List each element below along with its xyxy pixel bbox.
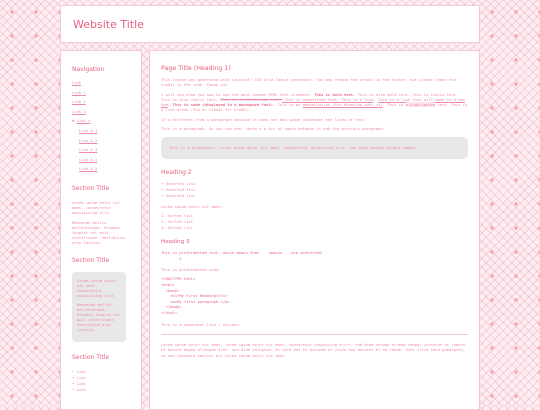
nav-link[interactable]: Link 4 xyxy=(76,118,91,124)
text-span: This is also bold text. This is italic text. This is also italic text. xyxy=(161,91,459,102)
text-span: This is an xyxy=(275,102,303,108)
text-link[interactable]: This is underlined text. xyxy=(282,96,342,102)
site-header xyxy=(60,5,480,43)
nav-link[interactable]: Link xyxy=(72,80,82,85)
section-text: Lorem ipsum dolor sit amet, consectetur adipisicing elit. xyxy=(77,278,116,299)
paragraph: This is a paragraph. As you can see, there's a bit of space between it and the previous paragraph. xyxy=(161,126,386,132)
text-span: text. This is a line break (the br stands for break): xyxy=(161,102,468,113)
sidebar-box xyxy=(72,272,126,342)
main-content xyxy=(149,50,480,410)
text-span: I will now show you how to use the most common HTML text elements: xyxy=(161,91,315,97)
nav-sublink[interactable]: Link 4.1 xyxy=(79,127,98,133)
text-span: This is bold text. xyxy=(314,91,356,97)
nav-link[interactable]: Link 3 xyxy=(72,108,86,114)
page-wrapper xyxy=(60,5,480,405)
section-text: Lorem ipsum dolor sit amet, consectetur adipisicing elit. xyxy=(72,200,121,216)
section-link[interactable]: • Link xyxy=(72,369,86,375)
text-span: This is code (displayed in a monospace font). xyxy=(172,102,276,108)
text-link[interactable]: This is a link xyxy=(341,96,374,102)
paragraph: This is a separator line / divider: xyxy=(161,321,242,327)
preformatted-text: This is preformatted text, which means that spaces are preserved: X xyxy=(161,249,324,261)
nav-list xyxy=(72,81,133,171)
divider xyxy=(161,334,468,335)
sorted-list xyxy=(161,213,468,231)
sidebar xyxy=(60,50,142,410)
text-span: . xyxy=(167,102,173,108)
section-text: Maecenas mollis pellentesque. Vivamus feugiat vel quis scelerisque. Vestibulum eros lacinia. xyxy=(72,220,125,246)
nav-sublink[interactable]: Link 4.2 xyxy=(79,137,98,143)
section-link[interactable]: • Link xyxy=(72,375,86,381)
list-item: 2. Sorted list xyxy=(161,218,194,224)
paragraph: This is preformatted code: xyxy=(161,267,221,273)
nav-expander[interactable] xyxy=(72,119,133,123)
text-span: . This is xyxy=(382,102,406,108)
nav-sublink[interactable]: Link 4.5 xyxy=(79,166,98,172)
heading-2: Heading 2 xyxy=(161,168,192,176)
paragraph: Lorem ipsum dolor sit amet: xyxy=(161,203,223,209)
section-links xyxy=(72,369,133,392)
section-title: Section Title xyxy=(72,185,110,193)
rich-text-paragraph xyxy=(161,92,468,113)
section-link[interactable]: • Link xyxy=(72,386,86,392)
nav-sublink[interactable]: Link 4.3 xyxy=(79,147,98,153)
page-title: Page Title (Heading 1) xyxy=(161,65,231,72)
paragraph: It's different from a paragraph because it does not add space inbetween the lines of text. xyxy=(161,116,367,122)
text-span: . xyxy=(373,96,379,102)
code-block: <!DOCTYPE html> <html> <body> <h1>My First Heading</h1> <p>My first paragraph.</p> </body> </html> xyxy=(161,276,230,316)
blockquote: This is a blockquote. Lorem ipsum dolor sit amet, consectetur adipiscing elit, sed diam nonumy eirmod tempor. xyxy=(161,137,468,158)
heading-3: Heading 3 xyxy=(161,238,190,245)
list-item: • Unsorted list xyxy=(161,186,196,192)
nav-link[interactable]: Link 1 xyxy=(72,89,86,95)
section-text: Maecenas mollis pellentesque. Vivamus feugiat vel quis scelerisque. Vestibulum eros lacinia. xyxy=(77,302,121,333)
triangle-down-icon: ▼ xyxy=(72,118,77,124)
nav-sublink[interactable]: Link 4.4 xyxy=(79,156,98,162)
unsorted-list xyxy=(161,181,468,199)
section-link[interactable]: • Link xyxy=(72,380,86,386)
intro-paragraph: This layout was generated with Layoutit! CSS Grid layout generator. You may remove the credit in the footer, but please leave the credit in the code. Thank you. xyxy=(161,77,456,88)
list-item: 3. Sorted list xyxy=(161,224,194,230)
list-item: 1. Sorted list xyxy=(161,212,194,218)
section-title: Section Title xyxy=(72,257,110,265)
text-link[interactable]: This is a link that will open in a new tab xyxy=(161,96,466,108)
nav-heading: Navigation xyxy=(72,66,105,73)
text-span: This is strikethrough text. xyxy=(220,96,283,102)
section-title: Section Title xyxy=(72,354,110,362)
paragraph: Lorem ipsum dolor sit amet, lorem ipsum dolor sit amet, consetetur sadipscing elitr, sed diam nonumy eirmod tempor invidunt ut labore et dolore magna aliquyam erat, sed diam voluptua. At vero eos et accusam et justo duo dolores et ea rebum. Stet clita kasd gubergren, no sea takimata sanctus est Lorem ipsum dolor sit amet. xyxy=(161,341,466,358)
text-link[interactable]: abbreviation (For hovering over it) xyxy=(302,102,383,108)
list-item: • Unsorted list xyxy=(161,180,196,186)
text-span: a highlighted xyxy=(405,102,436,108)
list-item: • Unsorted list xyxy=(161,192,196,198)
site-title[interactable]: Website Title xyxy=(73,18,144,31)
nav-link[interactable]: Link 2 xyxy=(72,99,86,105)
